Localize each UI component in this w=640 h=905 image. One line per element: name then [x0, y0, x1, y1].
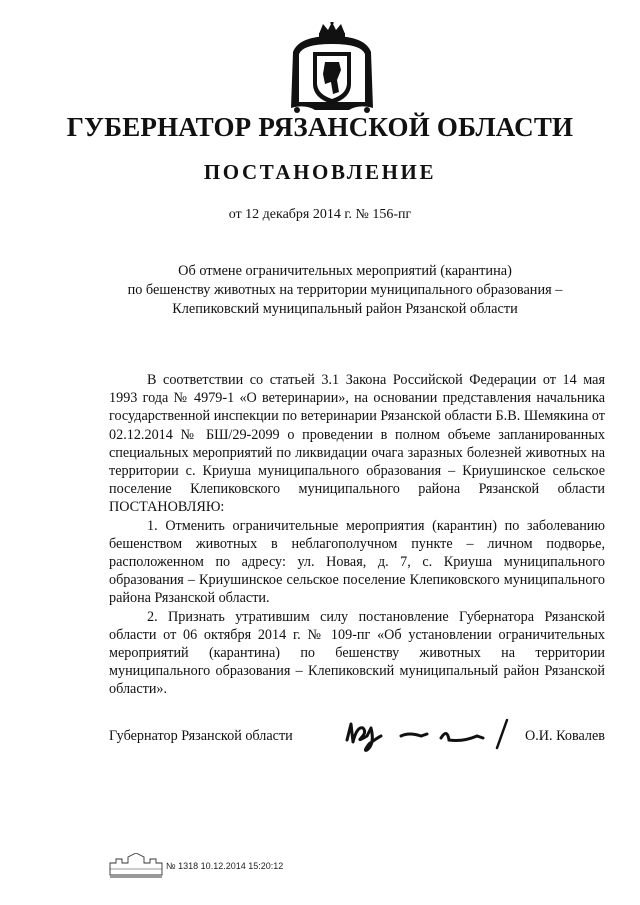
registration-stamp-icon [108, 853, 164, 879]
document-type: ПОСТАНОВЛЕНИЕ [203, 160, 437, 184]
signatory-position: Губернатор Рязанской области [109, 728, 293, 744]
issuing-authority: ГУБЕРНАТОР РЯЗАНСКОЙ ОБЛАСТИ [66, 112, 574, 142]
title-line: Клепиковский муниципальный район Рязанской области [172, 301, 518, 317]
document-date-number: от 12 декабря 2014 г. № 156-пг [228, 207, 412, 222]
registration-number: № 1318 10.12.2014 15:20:12 [166, 861, 284, 871]
body-paragraph: 1. Отменить ограничительные мероприятия (карантин) по заболеванию бешенством животных в неблагополучном пункте – личном подворье, расположенном по адресу: ул. Новая, д. 7, с. Криуша муниципального образования – Криушинское сельское поселение Клепиковского муниципального района Рязанской области. [109, 517, 605, 607]
coat-of-arms-emblem [289, 22, 375, 114]
handwritten-signature [337, 714, 527, 754]
document-body [109, 371, 605, 699]
signatory-name: О.И. Ковалев [525, 728, 605, 744]
title-line: Об отмене ограничительных мероприятий (карантина) [178, 263, 512, 279]
signature-block [109, 728, 605, 758]
body-paragraph: В соответствии со статьей 3.1 Закона Российской Федерации от 14 мая 1993 года № 4979-1 «О ветеринарии», на основании представления начальника государственной инспекции по ветеринарии Рязанской области Б.В. Шемякина от 02.12.2014 № БШ/29-2099 о проведении в полном объеме запланированных специальных мероприятий по ликвидации очага заразных болезней животных на территории с. Криуша муниципального образования – Криушинское сельское поселение Клепиковского муниципального района Рязанской области ПОСТАНОВЛЯЮ: [109, 372, 605, 516]
document-title [110, 262, 580, 319]
title-line: по бешенству животных на территории муниципального образования – [127, 282, 563, 298]
body-paragraph: 2. Признать утратившим силу постановление Губернатора Рязанской области от 06 октября 2014 г. № 109-пг «Об установлении ограничительных мероприятий (карантина) по бешенству животных на территории муниципального образования – Клепиковский муниципальный район Рязанской области». [109, 608, 605, 698]
